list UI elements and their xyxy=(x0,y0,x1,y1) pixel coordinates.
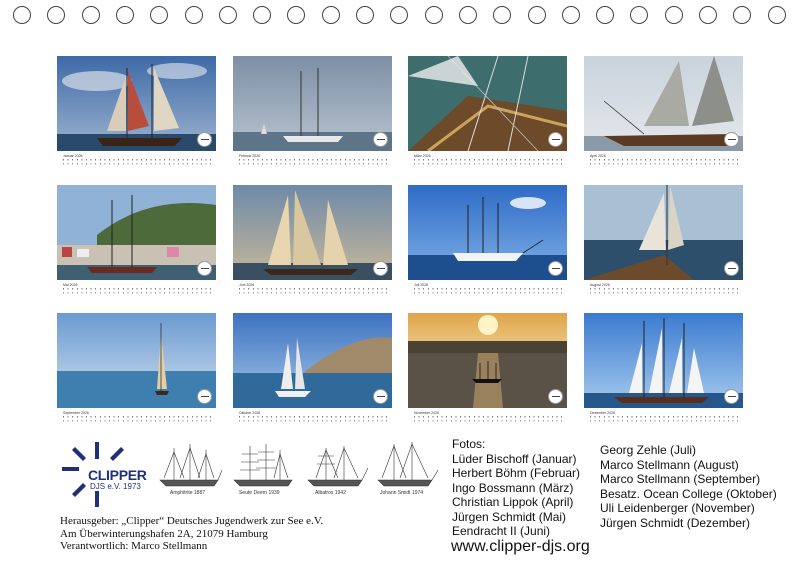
calendar-badge-icon xyxy=(373,389,388,404)
month-label: April 2026 xyxy=(590,154,606,158)
ship-label: Johann Smidt 1974 xyxy=(380,490,424,496)
credit-item: Georg Zehle (Juli) xyxy=(600,443,697,457)
month-cell-may xyxy=(57,185,216,297)
ring-icon xyxy=(13,6,31,24)
month-cell-january xyxy=(57,56,216,168)
logo-name: CLIPPER xyxy=(88,467,147,483)
month-label: November 2026 xyxy=(414,411,439,415)
day-strip xyxy=(414,416,564,422)
calendar-badge-icon xyxy=(548,261,563,276)
day-strip xyxy=(414,288,564,294)
calendar-badge-icon xyxy=(197,261,212,276)
ring-icon xyxy=(493,6,511,24)
ring-icon xyxy=(287,6,305,24)
credit-item: Herbert Böhm (Februar) xyxy=(452,466,581,480)
credit-item: Ingo Bossmann (März) xyxy=(452,480,574,495)
day-strip xyxy=(590,159,740,165)
ship-photo-december xyxy=(584,313,743,408)
ship-photo-august xyxy=(584,185,743,280)
month-cell-december xyxy=(584,313,743,425)
day-strip xyxy=(414,159,564,165)
ship-photo-january xyxy=(57,56,216,151)
month-cell-february xyxy=(233,56,392,168)
ship-label: Seute Deern 1939 xyxy=(239,490,280,496)
ship-label: Amphitrite 1887 xyxy=(170,490,206,496)
calendar-badge-icon xyxy=(373,132,388,147)
month-label: Oktober 2026 xyxy=(239,411,261,415)
day-strip xyxy=(590,288,740,294)
ship-label: Albatros 1942 xyxy=(315,490,346,496)
month-label: März 2026 xyxy=(414,154,431,158)
day-strip xyxy=(63,288,213,294)
day-strip xyxy=(63,416,213,422)
month-cell-march xyxy=(408,56,567,168)
clipper-logo xyxy=(62,442,147,512)
ring-icon xyxy=(82,6,100,24)
ship-photo-june xyxy=(233,185,392,280)
calendar-badge-icon xyxy=(724,389,739,404)
calendar-badge-icon xyxy=(724,261,739,276)
credit-item: Uli Leidenberger (November) xyxy=(600,501,755,515)
month-label: Juni 2026 xyxy=(239,283,255,287)
ring-icon xyxy=(459,6,477,24)
publisher-info xyxy=(60,515,323,553)
month-cell-november xyxy=(408,313,567,425)
ship-photo-march xyxy=(408,56,567,151)
day-strip xyxy=(239,288,389,294)
ring-icon xyxy=(322,6,340,24)
month-cell-july xyxy=(408,185,567,297)
ring-icon xyxy=(219,6,237,24)
credits-heading: Fotos: xyxy=(452,437,486,451)
website-link[interactable]: www.clipper-djs.org xyxy=(451,538,590,555)
calendar-badge-icon xyxy=(197,132,212,147)
month-label: Dezember 2026 xyxy=(590,411,615,415)
credit-item: Marco Stellmann (September) xyxy=(600,472,761,486)
ring-icon xyxy=(562,6,580,24)
ring-icon xyxy=(665,6,683,24)
ring-icon xyxy=(253,6,271,24)
credit-item: Besatz. Ocean College (Oktober) xyxy=(600,486,777,501)
credit-item: Marco Stellmann (August) xyxy=(600,457,739,472)
day-strip xyxy=(239,416,389,422)
ring-icon xyxy=(356,6,374,24)
day-strip xyxy=(590,416,740,422)
ring-icon xyxy=(150,6,168,24)
ring-icon xyxy=(425,6,443,24)
month-cell-june xyxy=(233,185,392,297)
ring-icon xyxy=(699,6,717,24)
ship-photo-may xyxy=(57,185,216,280)
ship-photo-september xyxy=(57,313,216,408)
calendar-badge-icon xyxy=(197,389,212,404)
calendar-badge-icon xyxy=(373,261,388,276)
credit-item: Jürgen Schmidt (Dezember) xyxy=(600,515,751,530)
ring-icon xyxy=(116,6,134,24)
credit-item: Lüder Bischoff (Januar) xyxy=(452,451,577,466)
ship-photo-july xyxy=(408,185,567,280)
ship-photo-october xyxy=(233,313,392,408)
credit-item: Jürgen Schmidt (Mai) xyxy=(452,509,567,524)
binding-rings xyxy=(0,6,800,30)
publisher-line: Herausgeber: „Clipper“ Deutsches Jugendwerk zur See e.V. xyxy=(60,515,324,527)
credit-item: Eendracht II (Juni) xyxy=(452,524,551,538)
credit-item: Christian Lippok (April) xyxy=(452,495,574,509)
ring-icon xyxy=(733,6,751,24)
day-strip xyxy=(239,159,389,165)
publisher-address: Am Überwinterungshafen 2A, 21079 Hamburg xyxy=(60,527,268,540)
day-strip xyxy=(63,159,213,165)
month-cell-october xyxy=(233,313,392,425)
ring-icon xyxy=(47,6,65,24)
logo-subtitle: DJS e.V. 1973 xyxy=(90,482,141,491)
publisher-responsible: Verantwortlich: Marco Stellmann xyxy=(60,540,208,552)
ring-icon xyxy=(630,6,648,24)
month-label: Juli 2026 xyxy=(414,283,429,287)
photo-credits-left xyxy=(452,437,580,539)
ship-photo-april xyxy=(584,56,743,151)
ship-photo-november xyxy=(408,313,567,408)
month-label: Mai 2026 xyxy=(63,283,78,287)
ring-icon xyxy=(185,6,203,24)
photo-credits-right xyxy=(600,443,777,530)
ring-icon xyxy=(390,6,408,24)
month-cell-april xyxy=(584,56,743,168)
month-cell-august xyxy=(584,185,743,297)
month-cell-september xyxy=(57,313,216,425)
month-label: August 2026 xyxy=(590,283,610,287)
month-label: September 2026 xyxy=(63,411,89,415)
ring-icon xyxy=(596,6,614,24)
ring-icon xyxy=(768,6,786,24)
month-label: Februar 2026 xyxy=(239,154,261,158)
month-label: Januar 2026 xyxy=(63,154,83,158)
ring-icon xyxy=(528,6,546,24)
ship-photo-february xyxy=(233,56,392,151)
month-grid xyxy=(57,56,743,418)
calendar-badge-icon xyxy=(548,132,563,147)
calendar-badge-icon xyxy=(724,132,739,147)
calendar-badge-icon xyxy=(548,389,563,404)
